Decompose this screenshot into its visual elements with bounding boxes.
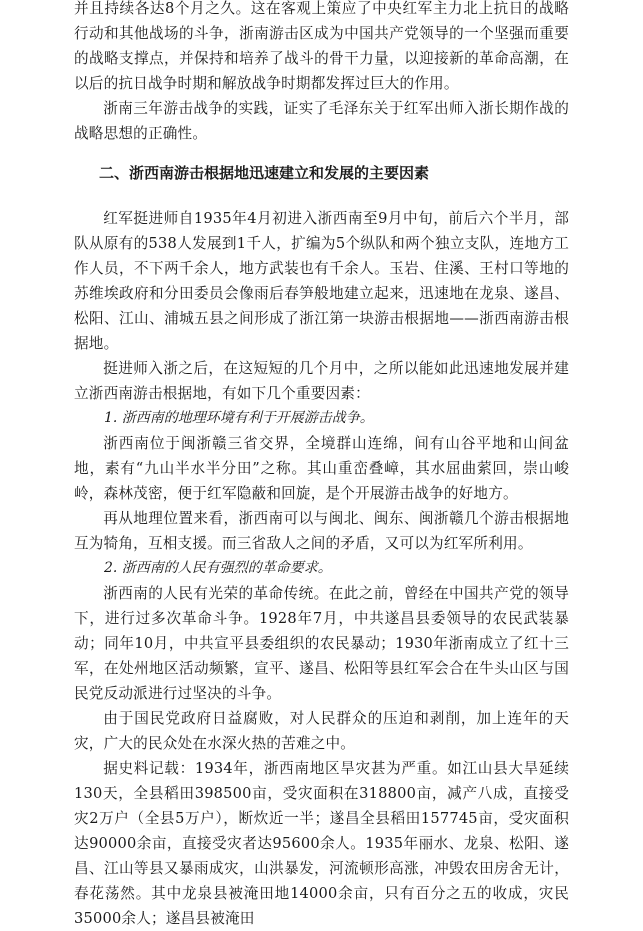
paragraph-continuation: 并且持续各达8个月之久。这在客观上策应了中央红军主力北上抗日的战略行动和其他战场的斗争，浙南游击区成为中国共产党领导的一个坚强而重要的战略支撑点，并保持和培养了战斗的骨干力量，以迎接新的革命高潮，在以后的抗日战争时期和解放战争时期都发挥过巨大的作用。 (74, 0, 569, 92)
factor-2-title: 2. 浙西南的人民有强烈的革命要求。 (104, 560, 332, 576)
paragraph-factor-1a: 浙西南位于闽浙赣三省交界，全境群山连绵，间有山谷平地和山间盆地，素有“九山半水半分田”之称。其山重峦叠嶂，其水屈曲萦回，崇山峻岭，森林茂密，便于红军隐蔽和回旋，是个开展游击战争的好地方。 (74, 435, 569, 502)
factor-1-title: 1. 浙西南的地理环境有利于开展游击战争。 (104, 410, 374, 426)
paragraph-conclusion: 浙南三年游击战争的实践，证实了毛泽东关于红军出师入浙长期作战的战略思想的正确性。 (74, 100, 569, 142)
paragraph-factor-2c: 据史料记载：1934年，浙西南地区旱灾甚为严重。如江山县大旱延续130天，全县稻田398500亩，受灾面积在318800亩，减产八成，直接受灾2万户（全县5万户），断炊近一半；遂昌全县稻田157745亩，受灾面积达90000余亩，直接受灾者达95600余人。1935年丽水、龙泉、松阳、遂昌、江山等县又暴雨成灾，山洪暴发，河流顿形高涨，冲毁农田房舍无计，春花荡然。其中龙泉县被淹田地14000余亩，只有百分之五的收成，灾民35000余人；遂昌县被淹田 (74, 760, 569, 927)
paragraph-factor-1b: 再从地理位置来看，浙西南可以与闽北、闽东、闽浙赣几个游击根据地互为犄角，互相支援。而三省敌人之间的矛盾，又可以为红军所利用。 (74, 510, 569, 552)
paragraph-intro-2: 挺进师入浙之后，在这短短的几个月中，之所以能如此迅速地发展并建立浙西南游击根据地，有如下几个重要因素： (74, 360, 569, 402)
section-heading: 二、浙西南游击根据地迅速建立和发展的主要因素 (99, 164, 430, 182)
paragraph-intro-1: 红军挺进师自1935年4月初进入浙西南至9月中旬，前后六个半月，部队从原有的538人发展到1千人，扩编为5个纵队和两个独立支队，连地方工作人员，不下两千余人，地方武装也有千余人。玉岩、住溪、王村口等地的苏维埃政府和分田委员会像雨后春笋般地建立起来，迅速地在龙泉、遂昌、松阳、江山、浦城五县之间形成了浙江第一块游击根据地——浙西南游击根据地。 (74, 210, 569, 352)
paragraph-factor-2b: 由于国民党政府日益腐败，对人民群众的压迫和剥削，加上连年的天灾，广大的民众处在水深火热的苦难之中。 (74, 710, 569, 752)
paragraph-factor-2a: 浙西南的人民有光荣的革命传统。在此之前，曾经在中国共产党的领导下，进行过多次革命斗争。1928年7月，中共遂昌县委领导的农民武装暴动；同年10月，中共宣平县委组织的农民暴动；1930年浙南成立了红十三军，在处州地区活动频繁，宣平、遂昌、松阳等县红军会合在牛头山区与国民党反动派进行过坚决的斗争。 (74, 585, 569, 702)
